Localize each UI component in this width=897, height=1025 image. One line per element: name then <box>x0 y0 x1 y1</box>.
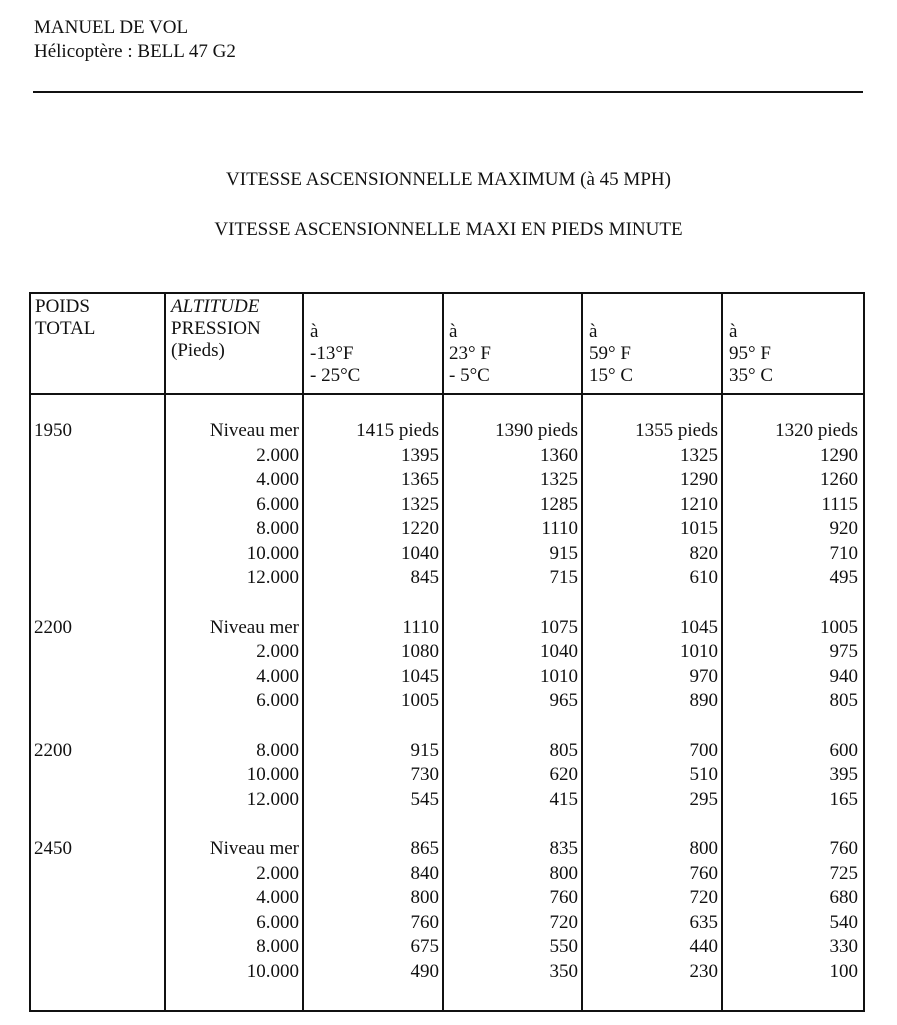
temp-fahrenheit: 95° F <box>729 343 771 364</box>
table-row <box>29 763 865 788</box>
altitude-cell: Niveau mer <box>209 420 299 441</box>
climb-rate-cell: 710 <box>829 542 858 564</box>
aircraft-name: Hélicoptère : BELL 47 G2 <box>34 41 236 62</box>
climb-rate-cell: 1080 <box>401 641 439 662</box>
climb-rate-cell: 1010 <box>540 665 578 687</box>
climb-rate-cell: 165 <box>829 788 858 810</box>
altitude-cell: 10.000 <box>246 542 299 564</box>
climb-rate-cell: 920 <box>829 518 858 539</box>
climb-rate-table <box>29 292 865 1012</box>
climb-rate-cell: 490 <box>410 960 439 982</box>
climb-rate-cell: 1040 <box>401 542 439 564</box>
header-temp-1 <box>310 321 360 387</box>
climb-rate-cell: 800 <box>689 838 718 859</box>
altitude-cell: 2.000 <box>256 444 299 466</box>
climb-rate-cell: 100 <box>829 960 858 982</box>
climb-rate-cell: 915 <box>410 739 439 761</box>
climb-rate-cell: 1260 <box>820 469 858 490</box>
temp-celsius: - 25°C <box>310 365 361 386</box>
weight-group <box>29 419 865 591</box>
climb-rate-cell: 1395 <box>401 444 439 466</box>
table-row <box>29 542 865 567</box>
climb-rate-cell: 890 <box>689 690 718 711</box>
climb-rate-cell: 915 <box>549 542 578 564</box>
altitude-cell: 6.000 <box>256 493 299 515</box>
climb-rate-cell: 1045 <box>680 616 718 638</box>
climb-rate-cell: 1360 <box>540 444 578 466</box>
climb-rate-cell: 1110 <box>541 518 578 539</box>
altitude-cell: Niveau mer <box>209 838 299 859</box>
climb-rate-cell: 1115 <box>821 493 858 515</box>
climb-rate-cell: 865 <box>410 838 439 859</box>
climb-rate-cell: 330 <box>829 936 858 957</box>
header-altitude-line: PRESSION <box>171 318 261 339</box>
climb-rate-cell: 715 <box>549 567 578 588</box>
header-altitude-line: (Pieds) <box>171 340 225 361</box>
table-row <box>29 640 865 665</box>
climb-rate-cell: 760 <box>410 911 439 933</box>
climb-rate-cell: 1355 pieds <box>635 420 718 441</box>
table-row <box>29 665 865 690</box>
header-weight-line: TOTAL <box>35 318 96 339</box>
altitude-cell: 4.000 <box>256 469 299 490</box>
climb-rate-cell: 620 <box>549 764 578 785</box>
header-rule <box>33 91 863 93</box>
climb-rate-cell: 1325 <box>401 493 439 515</box>
temp-celsius: - 5°C <box>449 365 490 386</box>
climb-rate-cell: 510 <box>689 764 718 785</box>
table-row <box>29 468 865 493</box>
header-bottom-border <box>29 393 865 395</box>
climb-rate-cell: 840 <box>410 862 439 884</box>
climb-rate-cell: 760 <box>689 862 718 884</box>
header-weight <box>35 296 95 340</box>
climb-rate-cell: 1390 pieds <box>495 420 578 441</box>
climb-rate-cell: 725 <box>829 862 858 884</box>
altitude-cell: 6.000 <box>256 911 299 933</box>
weight-cell: 1950 <box>34 420 72 441</box>
climb-rate-cell: 395 <box>829 764 858 785</box>
climb-rate-cell: 820 <box>689 542 718 564</box>
table-body <box>29 419 865 1009</box>
temp-celsius: 15° C <box>589 365 634 386</box>
climb-rate-cell: 835 <box>549 838 578 859</box>
climb-rate-cell: 760 <box>829 838 858 859</box>
altitude-cell: 12.000 <box>246 567 299 588</box>
climb-rate-cell: 295 <box>689 788 718 810</box>
climb-rate-cell: 805 <box>549 739 578 761</box>
climb-rate-cell: 540 <box>829 911 858 933</box>
climb-rate-cell: 1325 <box>680 444 718 466</box>
climb-rate-cell: 230 <box>689 960 718 982</box>
altitude-cell: 12.000 <box>246 788 299 810</box>
climb-rate-cell: 1075 <box>540 616 578 638</box>
table-row <box>29 517 865 542</box>
climb-rate-cell: 1045 <box>401 665 439 687</box>
weight-cell: 2450 <box>34 838 72 859</box>
climb-rate-cell: 970 <box>689 665 718 687</box>
table-row <box>29 616 865 641</box>
climb-rate-cell: 1010 <box>680 641 718 662</box>
climb-rate-cell: 550 <box>549 936 578 957</box>
climb-rate-cell: 1005 <box>401 690 439 711</box>
altitude-cell: 2.000 <box>256 641 299 662</box>
table-top-border <box>29 292 865 294</box>
table-row <box>29 689 865 714</box>
header-temp-3 <box>589 321 633 387</box>
climb-rate-cell: 680 <box>829 887 858 908</box>
climb-rate-cell: 845 <box>410 567 439 588</box>
table-row <box>29 935 865 960</box>
altitude-cell: 8.000 <box>256 936 299 957</box>
weight-cell: 2200 <box>34 616 72 638</box>
climb-rate-cell: 1110 <box>402 616 439 638</box>
altitude-cell: 8.000 <box>256 739 299 761</box>
climb-rate-cell: 1290 <box>820 444 858 466</box>
climb-rate-cell: 1040 <box>540 641 578 662</box>
climb-rate-cell: 1005 <box>820 616 858 638</box>
altitude-cell: 10.000 <box>246 764 299 785</box>
climb-rate-cell: 415 <box>549 788 578 810</box>
climb-rate-cell: 800 <box>410 887 439 908</box>
table-row <box>29 837 865 862</box>
table-row <box>29 960 865 985</box>
table-row <box>29 862 865 887</box>
climb-rate-cell: 610 <box>689 567 718 588</box>
weight-group <box>29 837 865 984</box>
table-row <box>29 566 865 591</box>
table-row <box>29 444 865 469</box>
weight-group <box>29 616 865 714</box>
climb-rate-cell: 675 <box>410 936 439 957</box>
header-weight-line: POIDS <box>35 296 90 317</box>
climb-rate-cell: 800 <box>549 862 578 884</box>
altitude-cell: 8.000 <box>256 518 299 539</box>
climb-rate-cell: 700 <box>689 739 718 761</box>
temp-fahrenheit: 23° F <box>449 343 491 364</box>
climb-rate-cell: 1325 <box>540 469 578 490</box>
table-row <box>29 419 865 444</box>
header-temp-4 <box>729 321 773 387</box>
altitude-cell: Niveau mer <box>209 616 299 638</box>
temp-fahrenheit: -13°F <box>310 343 354 364</box>
table-row <box>29 886 865 911</box>
climb-rate-cell: 1320 pieds <box>775 420 858 441</box>
table-row <box>29 739 865 764</box>
climb-rate-cell: 1290 <box>680 469 718 490</box>
altitude-cell: 4.000 <box>256 887 299 908</box>
climb-rate-cell: 545 <box>410 788 439 810</box>
temp-prefix: à <box>729 321 738 342</box>
weight-group <box>29 739 865 813</box>
temp-fahrenheit: 59° F <box>589 343 631 364</box>
climb-rate-cell: 720 <box>689 887 718 908</box>
temp-prefix: à <box>310 321 319 342</box>
header-altitude <box>171 296 261 362</box>
climb-rate-cell: 1285 <box>540 493 578 515</box>
page-title: VITESSE ASCENSIONNELLE MAXIMUM (à 45 MPH) <box>226 169 671 190</box>
page-subtitle: VITESSE ASCENSIONNELLE MAXI EN PIEDS MINUTE <box>214 219 683 240</box>
temp-celsius: 35° C <box>729 365 774 386</box>
table-row <box>29 493 865 518</box>
climb-rate-cell: 1210 <box>680 493 718 515</box>
weight-cell: 2200 <box>34 739 72 761</box>
climb-rate-cell: 965 <box>549 690 578 711</box>
altitude-cell: 2.000 <box>256 862 299 884</box>
table-row <box>29 788 865 813</box>
climb-rate-cell: 635 <box>689 911 718 933</box>
climb-rate-cell: 1365 <box>401 469 439 490</box>
table-bottom-border <box>29 1010 865 1012</box>
climb-rate-cell: 730 <box>410 764 439 785</box>
climb-rate-cell: 1220 <box>401 518 439 539</box>
climb-rate-cell: 495 <box>829 567 858 588</box>
manual-title: MANUEL DE VOL <box>34 17 189 38</box>
temp-prefix: à <box>449 321 458 342</box>
climb-rate-cell: 940 <box>829 665 858 687</box>
header-temp-2 <box>449 321 491 387</box>
temp-prefix: à <box>589 321 598 342</box>
climb-rate-cell: 440 <box>689 936 718 957</box>
altitude-cell: 4.000 <box>256 665 299 687</box>
table-row <box>29 911 865 936</box>
climb-rate-cell: 720 <box>549 911 578 933</box>
header-altitude-line: ALTITUDE <box>171 296 260 317</box>
climb-rate-cell: 760 <box>549 887 578 908</box>
climb-rate-cell: 975 <box>829 641 858 662</box>
altitude-cell: 6.000 <box>256 690 299 711</box>
climb-rate-cell: 1415 pieds <box>356 420 439 441</box>
climb-rate-cell: 805 <box>829 690 858 711</box>
climb-rate-cell: 350 <box>549 960 578 982</box>
altitude-cell: 10.000 <box>246 960 299 982</box>
document-header <box>34 16 236 64</box>
climb-rate-cell: 1015 <box>680 518 718 539</box>
climb-rate-cell: 600 <box>829 739 858 761</box>
